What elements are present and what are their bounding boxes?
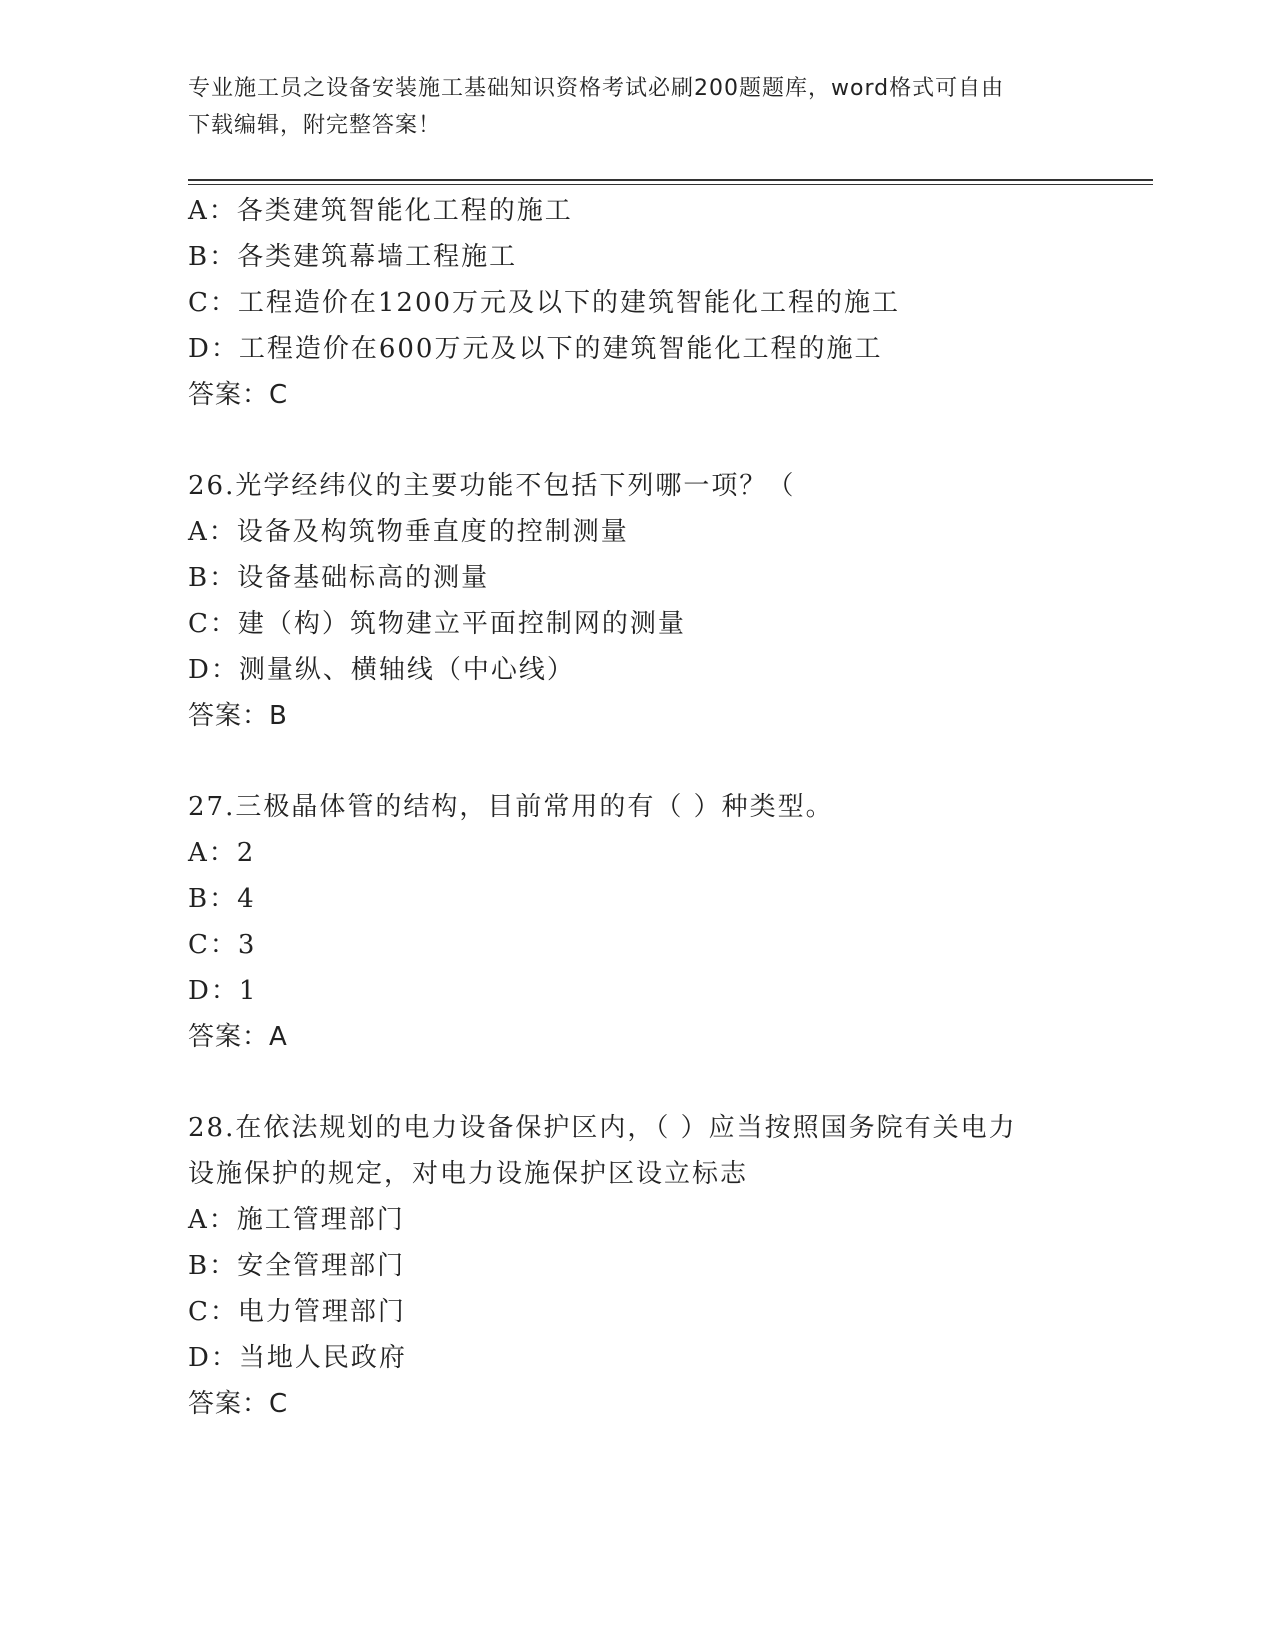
question-text-line-2: 设施保护的规定，对电力设施保护区设立标志 <box>188 1159 749 1189</box>
option-b: B：安全管理部门 <box>188 1251 406 1281</box>
option-d: D：1 <box>188 976 258 1006</box>
question-block-28 <box>188 1105 1148 1427</box>
option-c: C：工程造价在1200万元及以下的建筑智能化工程的施工 <box>188 288 901 318</box>
header-line-2: 下载编辑，附完整答案！ <box>188 113 442 138</box>
answer-text: 答案：B <box>188 701 288 731</box>
option-a: A：各类建筑智能化工程的施工 <box>188 196 573 226</box>
option-a: A：施工管理部门 <box>188 1205 405 1235</box>
document-header <box>188 70 1088 144</box>
question-block-27 <box>188 784 1148 1060</box>
header-divider-thin <box>188 184 1153 185</box>
header-line-1: 专业施工员之设备安装施工基础知识资格考试必刷200题题库，word格式可自由 <box>188 76 1005 101</box>
answer-text: 答案：C <box>188 380 289 410</box>
option-d: D：测量纵、横轴线（中心线） <box>188 655 575 685</box>
question-block-25 <box>188 188 1148 418</box>
option-d: D：当地人民政府 <box>188 1343 407 1373</box>
answer-text: 答案：A <box>188 1022 288 1052</box>
option-b: B：4 <box>188 884 256 914</box>
question-text-line-1: 28.在依法规划的电力设备保护区内，（ ）应当按照国务院有关电力 <box>188 1113 1017 1143</box>
option-a: A：设备及构筑物垂直度的控制测量 <box>188 517 629 547</box>
header-divider-thick <box>188 179 1153 181</box>
question-text: 27.三极晶体管的结构，目前常用的有（ ）种类型。 <box>188 792 834 822</box>
option-d: D：工程造价在600万元及以下的建筑智能化工程的施工 <box>188 334 883 364</box>
option-c: C：电力管理部门 <box>188 1297 406 1327</box>
question-text: 26.光学经纬仪的主要功能不包括下列哪一项？（ <box>188 471 796 501</box>
option-c: C：建（构）筑物建立平面控制网的测量 <box>188 609 686 639</box>
question-content <box>188 188 1148 1427</box>
option-a: A：2 <box>188 838 256 868</box>
answer-text: 答案：C <box>188 1389 289 1419</box>
option-c: C：3 <box>188 930 257 960</box>
question-block-26 <box>188 463 1148 739</box>
option-b: B：设备基础标高的测量 <box>188 563 490 593</box>
option-b: B：各类建筑幕墙工程施工 <box>188 242 518 272</box>
